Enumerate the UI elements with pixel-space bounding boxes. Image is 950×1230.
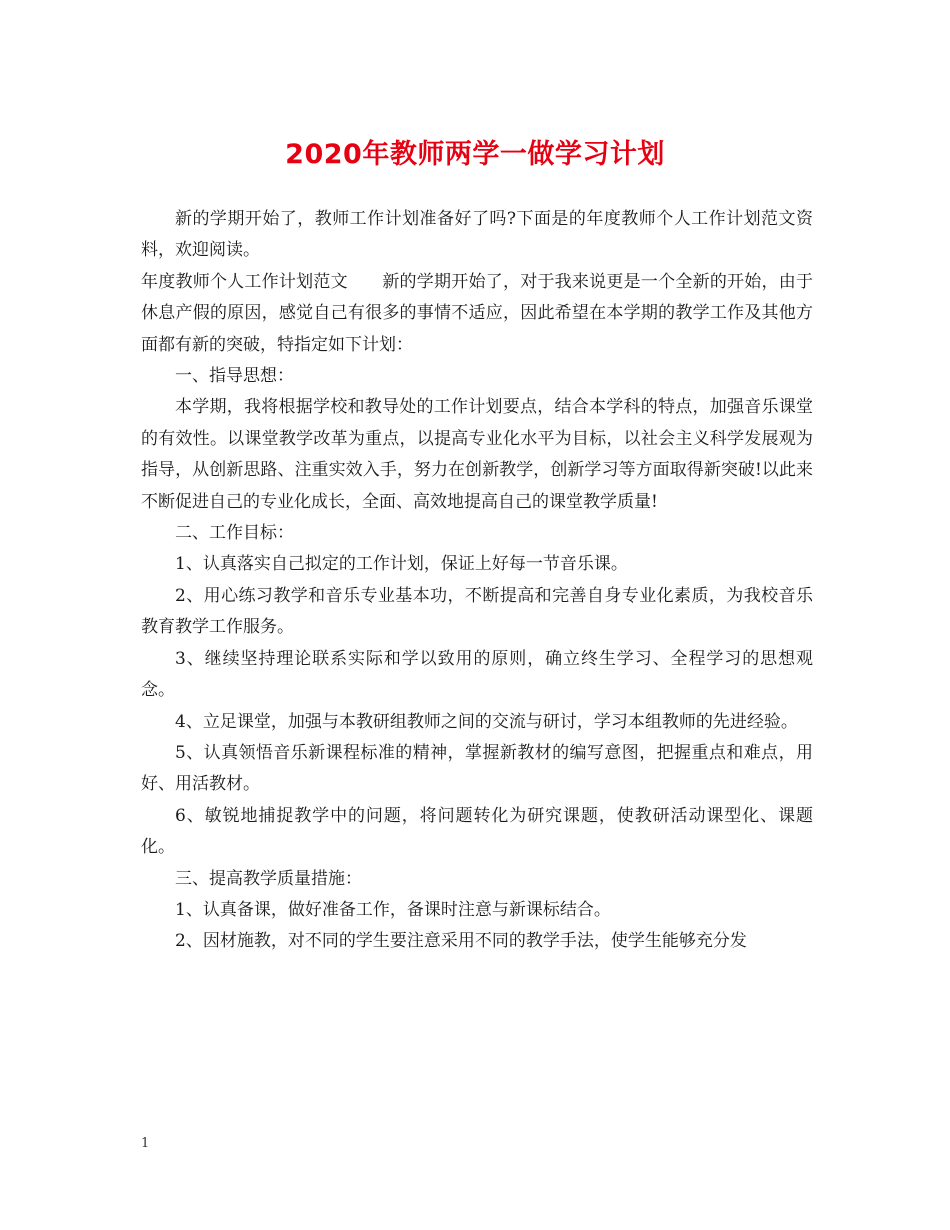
document-title: 2020年教师两学一做学习计划 [285, 139, 665, 170]
section-heading-quality-measures: 三、提高教学质量措施： [175, 868, 362, 889]
paragraph-guiding-thought: 本学期，我将根据学校和教导处的工作计划要点，结合本学科的特点，加强音乐课堂的有效性。以课堂教学改革为重点，以提高专业化水平为目标，以社会主义科学发展观为指导，从创新思路、注重实效入手，努力在创新教学，创新学习等方面取得新突破!以此来不断促进自己的专业化成长，全面、高效地提高自己的课堂教学质量! [141, 397, 813, 512]
list-item-measure-2: 2、因材施教，对不同的学生要注意采用不同的教学手法，使学生能够充分发 [175, 931, 747, 952]
list-item-goal-5: 5、认真领悟音乐新课程标准的精神，掌握新教材的编写意图，把握重点和难点，用好、用活教材。 [141, 742, 813, 795]
list-item-goal-1: 1、认真落实自己拟定的工作计划，保证上好每一节音乐课。 [175, 554, 628, 575]
document-body [141, 204, 813, 958]
list-item-measure-1: 1、认真备课，做好准备工作，备课时注意与新课标结合。 [175, 899, 611, 920]
list-item-goal-4: 4、立足课堂，加强与本教研组教师之间的交流与研讨，学习本组教师的先进经验。 [175, 711, 798, 732]
list-item-goal-2: 2、用心练习教学和音乐专业基本功，不断提高和完善自身专业化素质，为我校音乐教育教学工作服务。 [141, 585, 813, 638]
list-item-goal-6: 6、敏锐地捕捉教学中的问题，将问题转化为研究课题，使教研活动课型化、课题化。 [141, 805, 813, 858]
page-number: 1 [141, 1136, 150, 1151]
paragraph-preface: 年度教师个人工作计划范文 新的学期开始了，对于我来说更是一个全新的开始，由于休息产假的原因，感觉自己有很多的事情不适应，因此希望在本学期的教学工作及其他方面都有新的突破，特指定如下计划： [141, 271, 813, 355]
section-heading-guiding-thought: 一、指导思想： [175, 366, 294, 387]
list-item-goal-3: 3、继续坚持理论联系实际和学以致用的原则，确立终生学习、全程学习的思想观念。 [141, 648, 813, 701]
section-heading-work-goals: 二、工作目标： [175, 523, 294, 544]
paragraph-intro: 新的学期开始了，教师工作计划准备好了吗?下面是的年度教师个人工作计划范文资料，欢迎阅读。 [141, 209, 813, 261]
